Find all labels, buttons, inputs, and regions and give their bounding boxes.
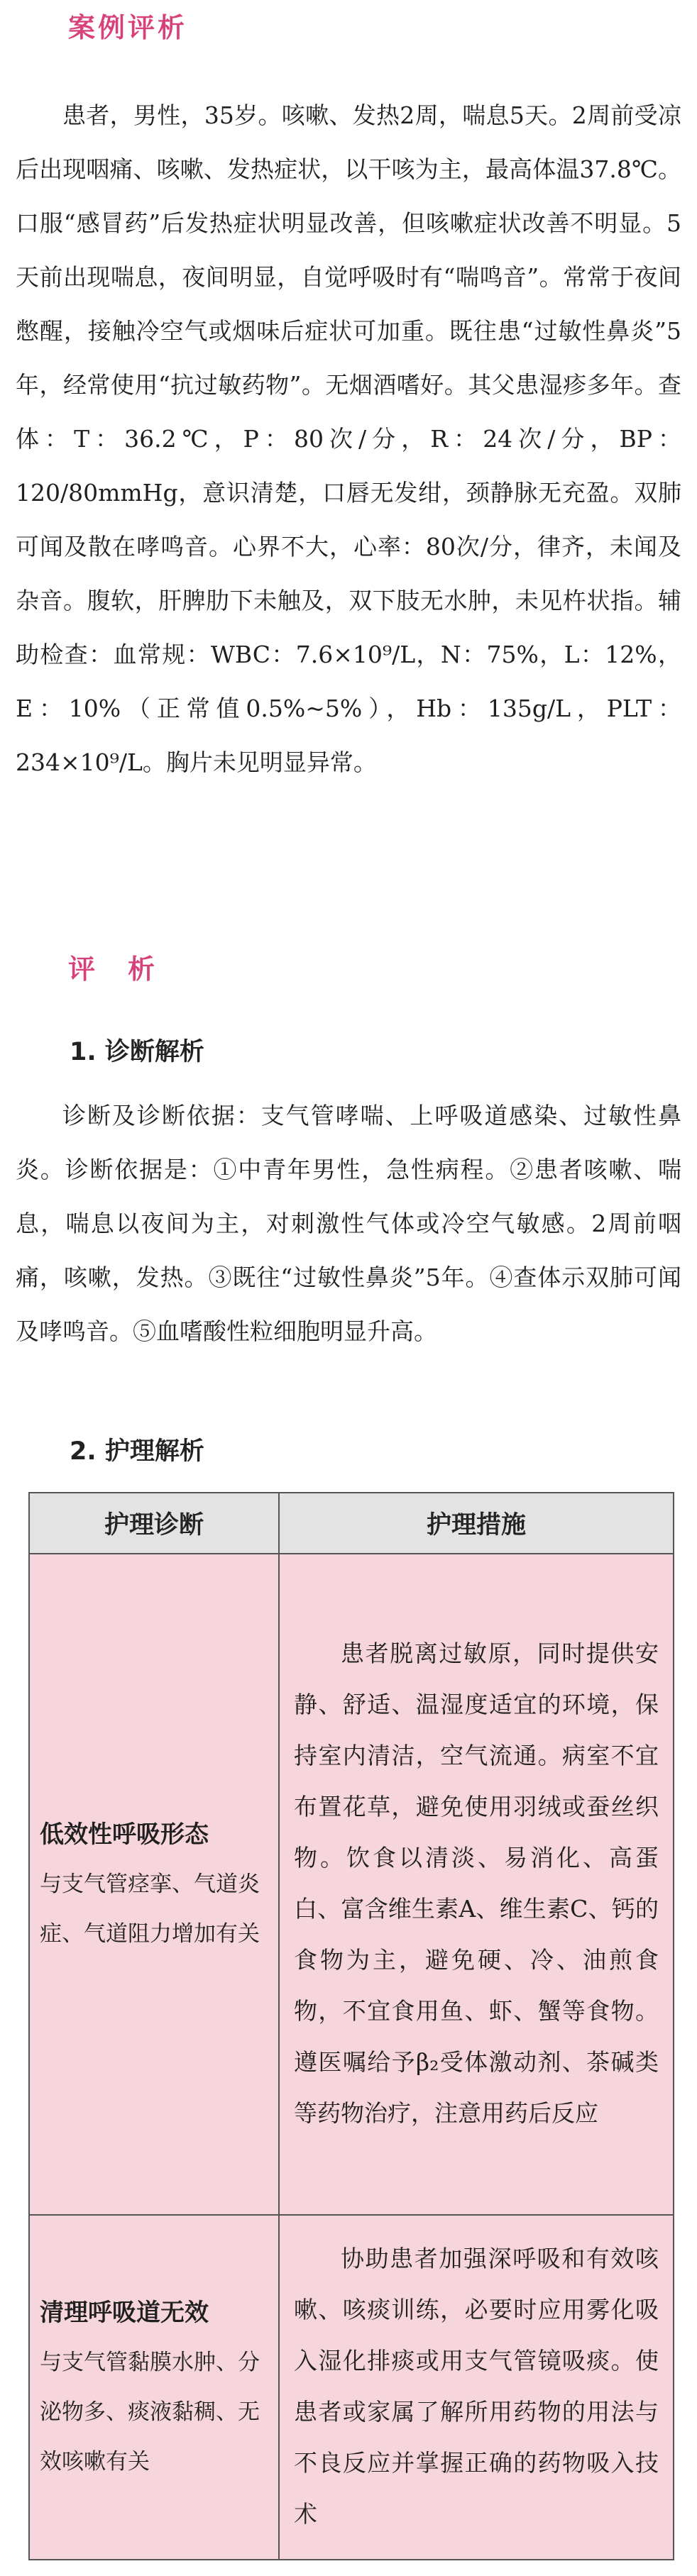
case-section-title: 案例评析 bbox=[68, 12, 188, 43]
table-row bbox=[29, 2215, 674, 2560]
header-nursing-measures: 护理措施 bbox=[279, 1493, 674, 1554]
diagnosis-heading: 1. 诊断解析 bbox=[70, 1038, 204, 1066]
measures-text: 患者脱离过敏原，同时提供安静、舒适、温湿度适宜的环境，保持室内清洁，空气流通。病室不宜布置花草，避免使用羽绒或蚕丝织物。饮食以清淡、易消化、高蛋白、富含维生素A、维生素C、钙的食物为主，避免硬、冷、油煎食物，不宜食用鱼、虾、蟹等食物。遵医嘱给予β₂受体激动剂、茶碱类等药物治疗，注意用药后反应 bbox=[294, 1640, 659, 2127]
measures-cell bbox=[279, 1554, 674, 2215]
analysis-section-title: 评 析 bbox=[68, 953, 158, 985]
measures-cell bbox=[279, 2215, 674, 2560]
table-row bbox=[29, 1554, 674, 2215]
diagnosis-title: 清理呼吸道无效 bbox=[40, 2299, 209, 2327]
nursing-heading: 2. 护理解析 bbox=[70, 1437, 204, 1466]
nursing-table bbox=[28, 1492, 674, 2560]
table-header-row bbox=[29, 1493, 674, 1554]
diagnosis-paragraph: 诊断及诊断依据：支气管哮喘、上呼吸道感染、过敏性鼻炎。诊断依据是：①中青年男性，急性病程。②患者咳嗽、喘息，喘息以夜间为主，对刺激性气体或冷空气敏感。2周前咽痛，咳嗽，发热。③既往“过敏性鼻炎”5年。④查体示双肺可闻及哮鸣音。⑤血嗜酸性粒细胞明显升高。 bbox=[16, 1102, 681, 1345]
diagnosis-cell bbox=[29, 1554, 279, 2215]
diagnosis-cause: 与支气管痉挛、气道炎症、气道阻力增加有关 bbox=[40, 1872, 260, 1947]
diagnosis-title: 低效性呼吸形态 bbox=[40, 1820, 209, 1849]
header-nursing-diagnosis: 护理诊断 bbox=[29, 1493, 279, 1554]
diagnosis-cause: 与支气管黏膜水肿、分泌物多、痰液黏稠、无效咳嗽有关 bbox=[40, 2350, 260, 2475]
measures-text: 协助患者加强深呼吸和有效咳嗽、咳痰训练，必要时应用雾化吸入湿化排痰或用支气管镜吸痰。使患者或家属了解所用药物的用法与不良反应并掌握正确的药物吸入技术 bbox=[294, 2245, 659, 2528]
diagnosis-cell bbox=[29, 2215, 279, 2560]
case-paragraph: 患者，男性，35岁。咳嗽、发热2周，喘息5天。2周前受凉后出现咽痛、咳嗽、发热症状，以干咳为主，最高体温37.8℃。口服“感冒药”后发热症状明显改善，但咳嗽症状改善不明显。5天前出现喘息，夜间明显，自觉呼吸时有“喘鸣音”。常常于夜间憋醒，接触冷空气或烟味后症状可加重。既往患“过敏性鼻炎”5年，经常使用“抗过敏药物”。无烟酒嗜好。其父患湿疹多年。查体：T：36.2℃，P：80次/分，R：24次/分，BP：120/80mmHg，意识清楚，口唇无发绀，颈静脉无充盈。双肺可闻及散在哮鸣音。心界不大，心率：80次/分，律齐，未闻及杂音。腹软，肝脾肋下未触及，双下肢无水肿，未见杵状指。辅助检查：血常规：WBC：7.6×10⁹/L，N：75%，L：12%，E：10%（正常值0.5%~5%），Hb：135g/L，PLT：234×10⁹/L。胸片未见明显异常。 bbox=[16, 101, 681, 776]
